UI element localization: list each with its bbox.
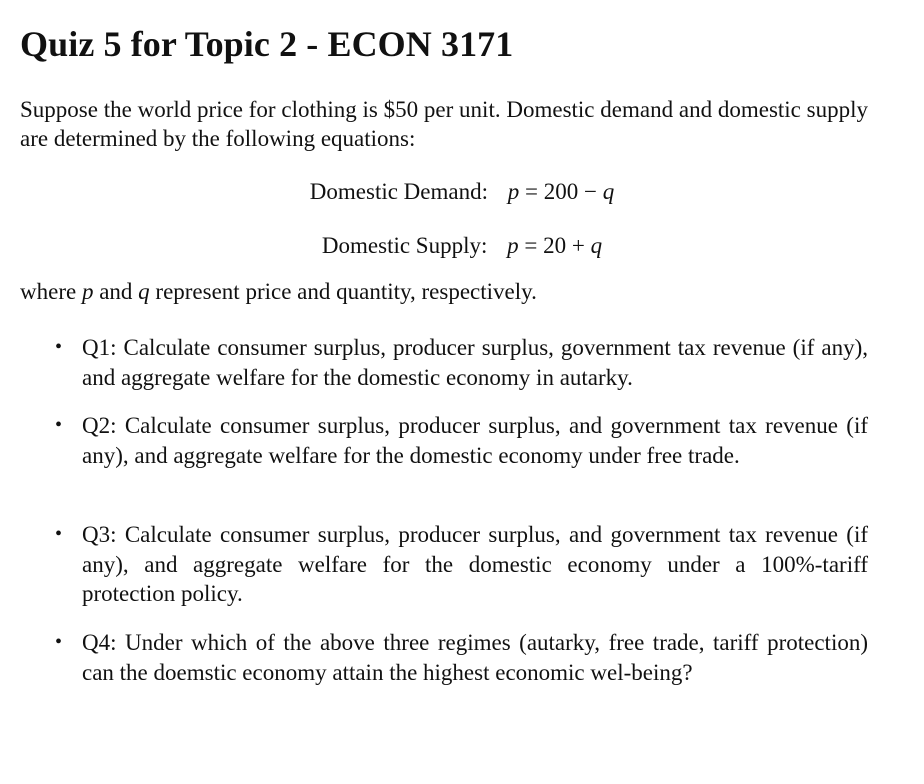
page-title: Quiz 5 for Topic 2 - ECON 3171 xyxy=(20,24,514,64)
bullet-icon: • xyxy=(55,631,63,653)
bullet-icon: • xyxy=(55,336,63,358)
supply-equation-body: = 20 + xyxy=(518,233,591,258)
supply-equation xyxy=(0,231,924,260)
question-q1 xyxy=(55,333,868,392)
question-q2 xyxy=(55,411,868,470)
question-q4 xyxy=(55,628,868,687)
question-q3 xyxy=(55,520,868,609)
question-text: Q3: Calculate consumer surplus, producer surplus, and government tax revenue (if any), and aggregate welfare for the domestic economy under a 100%-tariff protection policy. xyxy=(82,522,868,606)
intro-paragraph: Suppose the world price for clothing is $50 per unit. Domestic demand and domestic supply are determined by the following equations: xyxy=(20,97,868,151)
variable-definition-prefix: where xyxy=(20,279,82,304)
bullet-icon: • xyxy=(55,414,63,436)
demand-quantity-variable: q xyxy=(602,179,615,204)
price-variable: p xyxy=(81,279,94,304)
demand-equation-body: = 200 − xyxy=(519,179,603,204)
demand-equation xyxy=(0,177,924,206)
demand-equation-label: Domestic Demand: xyxy=(309,179,488,204)
bullet-icon: • xyxy=(55,523,63,545)
variable-definition-mid: and xyxy=(93,279,139,304)
variable-definition xyxy=(20,277,868,306)
supply-quantity-variable: q xyxy=(590,233,603,258)
supply-price-variable: p xyxy=(507,233,519,258)
question-text: Q1: Calculate consumer surplus, producer surplus, government tax revenue (if any), and aggregate welfare for the domestic economy in autarky. xyxy=(82,335,868,390)
variable-definition-suffix: represent price and quantity, respectively. xyxy=(149,279,537,304)
supply-equation-label: Domestic Supply: xyxy=(321,233,488,258)
question-text: Q4: Under which of the above three regimes (autarky, free trade, tariff protection) can the doemstic economy attain the highest economic wel-being? xyxy=(82,630,868,685)
question-text: Q2: Calculate consumer surplus, producer surplus, and government tax revenue (if any), and aggregate welfare for the domestic economy under free trade. xyxy=(82,413,868,468)
quantity-variable: q xyxy=(138,279,150,304)
demand-price-variable: p xyxy=(507,179,520,204)
